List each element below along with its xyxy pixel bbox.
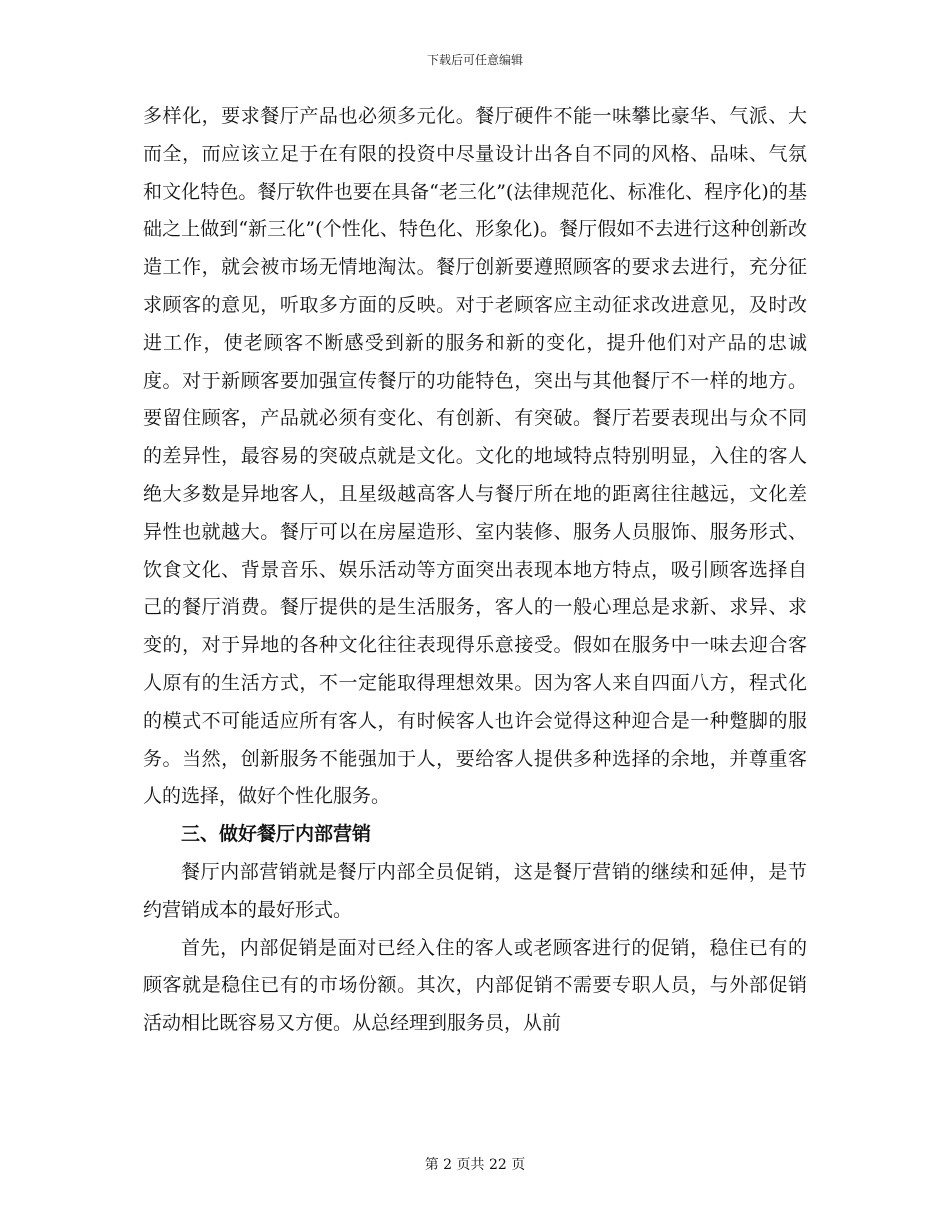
paragraph-3: 首先，内部促销是面对已经入住的客人或老顾客进行的促销，稳住已有的顾客就是稳住已有的市场份额。其次，内部促销不需要专职人员，与外部促销活动相比既容易又方便。从总经理到服务员，从前 xyxy=(143,936,807,1035)
paragraph-2: 餐厅内部营销就是餐厅内部全员促销，这是餐厅营销的继续和延伸，是节约营销成本的最好形式。 xyxy=(143,860,807,921)
page-footer: 第 2 页共 22 页 xyxy=(424,1157,526,1173)
paragraph-1: 多样化，要求餐厅产品也必须多元化。餐厅硬件不能一味攀比豪华、气派、大而全，而应该立足于在有限的投资中尽量设计出各自不同的风格、品味、气氛和文化特色。餐厅软件也要在具备“老三化”(法律规范化、标准化、程序化)的基础之上做到“新三化”(个性化、特色化、形象化)。餐厅假如不去进行这种创新改造工作，就会被市场无情地淘汰。餐厅创新要遵照顾客的要求去进行，充分征求顾客的意见，听取多方面的反映。对于老顾客应主动征求改进意见，及时改进工作，使老顾客不断感受到新的服务和新的变化，提升他们对产品的忠诚度。对于新顾客要加强宣传餐厅的功能特色，突出与其他餐厅不一样的地方。要留住顾客，产品就必须有变化、有创新、有突破。餐厅若要表现出与众不同的差异性，最容易的突破点就是文化。文化的地域特点特别明显，入住的客人绝大多数是异地客人，且星级越高客人与餐厅所在地的距离往往越远，文化差异性也就越大。餐厅可以在房屋造形、室内装修、服务人员服饰、服务形式、饮食文化、背景音乐、娱乐活动等方面突出表现本地方特点，吸引顾客选择自己的餐厅消费。餐厅提供的是生活服务，客人的一般心理总是求新、求异、求变的，对于异地的各种文化往往表现得乐意接受。假如在服务中一味去迎合客人原有的生活方式，不一定能取得理想效果。因为客人来自四面八方，程式化的模式不可能适应所有客人，有时候客人也许会觉得这种迎合是一种蹩脚的服务。当然，创新服务不能强加于人，要给客人提供多种选择的余地，并尊重客人的选择，做好个性化服务。 xyxy=(143,105,807,808)
document-body xyxy=(143,98,807,1043)
section-heading: 三、做好餐厅内部营销 xyxy=(181,823,372,846)
page-header: 下载后可任意编辑 xyxy=(426,53,523,67)
